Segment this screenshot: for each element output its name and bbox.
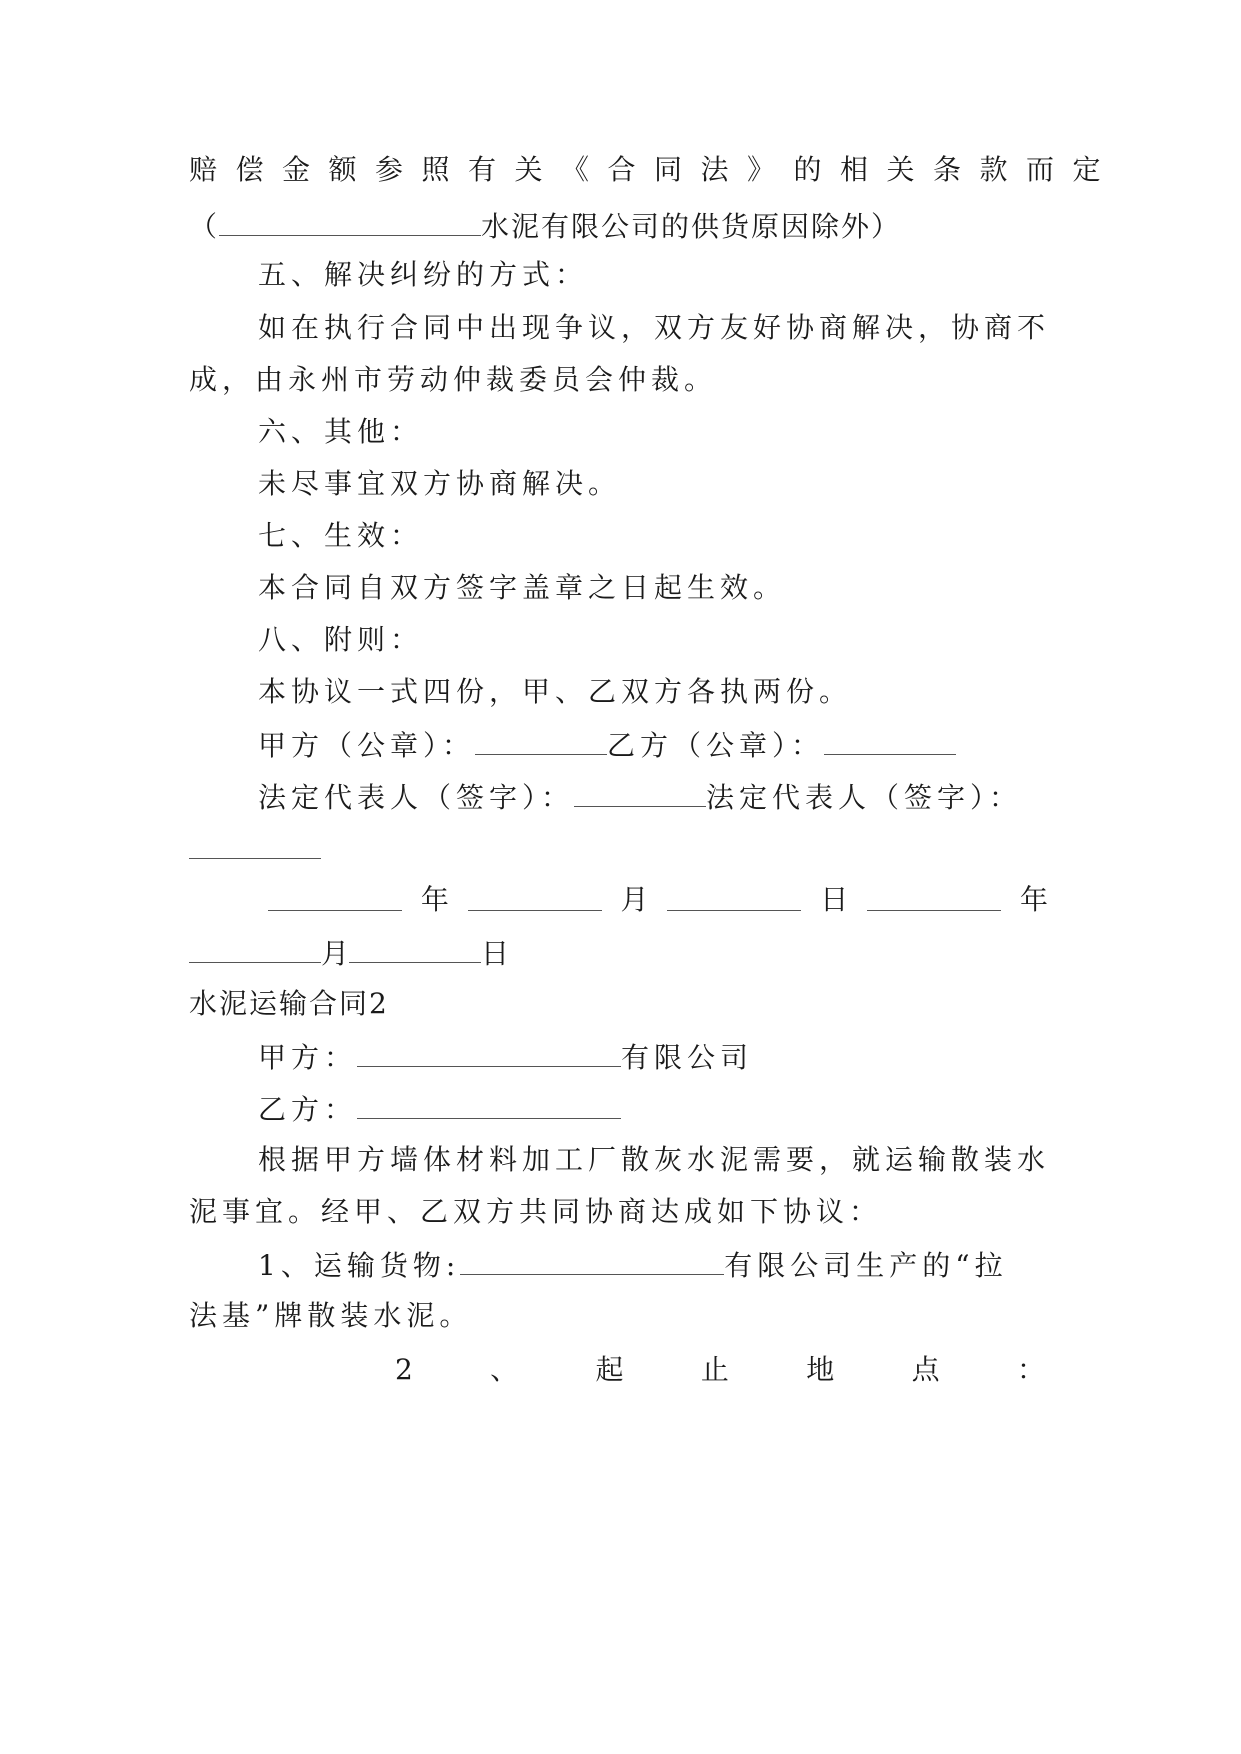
date-line	[189, 932, 1049, 974]
day-blank	[349, 932, 481, 963]
paragraph-line: 未尽事宜双方协商解决。	[258, 467, 622, 500]
date-line	[268, 880, 1048, 920]
year-label: 年	[1019, 883, 1048, 916]
party-a-rep-label: 法定代表人（签字）：	[258, 781, 575, 814]
char: 起	[595, 1353, 624, 1386]
party-a-blank	[357, 1036, 621, 1067]
party-a-seal-label: 甲方（公章）：	[258, 729, 476, 762]
month-label: 月	[620, 883, 649, 916]
paragraph-line: 根据甲方墙体材料加工厂散灰水泥需要，就运输散装水	[258, 1143, 1051, 1176]
party-b-seal-label: 乙方（公章）：	[607, 729, 825, 762]
day-label: 日	[481, 937, 510, 970]
party-a-seal-blank	[475, 724, 607, 755]
text: 有限公司生产的“拉	[724, 1249, 1008, 1282]
party-line	[258, 1088, 1048, 1130]
paragraph-line: 本协议一式四份，甲、乙双方各执两份。	[258, 675, 853, 708]
party-line	[258, 1036, 1048, 1078]
signature-line	[258, 724, 1048, 766]
section-heading: 七、生效：	[258, 519, 424, 552]
party-b-rep-blank	[189, 828, 321, 859]
paragraph-line: 泥事宜。经甲、乙双方共同协商达成如下协议：	[189, 1195, 883, 1228]
clause-heading	[395, 1350, 1045, 1390]
char: 止	[700, 1353, 729, 1386]
month-label: 月	[321, 937, 350, 970]
text: 有限公司	[621, 1041, 754, 1074]
paragraph-line	[258, 1244, 1048, 1286]
section-heading: 八、附则：	[258, 623, 424, 656]
party-a-rep-blank	[574, 776, 706, 807]
party-b-blank	[357, 1088, 621, 1119]
text: 1、运输货物:	[258, 1249, 461, 1282]
text: 水泥有限公司的供货原因除外）	[481, 210, 902, 243]
year-label: 年	[420, 883, 449, 916]
text: （	[189, 210, 220, 243]
month-blank	[189, 932, 321, 963]
paragraph-line: 本合同自双方签字盖章之日起生效。	[258, 571, 787, 604]
section-heading: 五、解决纠纷的方式：	[258, 258, 589, 291]
month-blank	[468, 880, 602, 911]
char: 、	[490, 1353, 519, 1386]
paragraph-line: 法基”牌散装水泥。	[189, 1299, 473, 1332]
char: 点	[911, 1353, 940, 1386]
paragraph-line: 成，由永州市劳动仲裁委员会仲裁。	[189, 363, 718, 396]
section-heading: 六、其他：	[258, 415, 424, 448]
text-line: 赔偿金额参照有关《合同法》的相关条款而定	[189, 153, 1120, 186]
party-b-seal-blank	[824, 724, 956, 755]
document-title: 水泥运输合同2	[189, 987, 389, 1020]
day-blank	[667, 880, 801, 911]
signature-line	[189, 828, 1049, 870]
party-a-label: 甲方：	[258, 1041, 358, 1074]
day-label: 日	[820, 883, 849, 916]
char: 2	[395, 1353, 413, 1386]
char: 地	[806, 1353, 835, 1386]
paragraph-line: 如在执行合同中出现争议，双方友好协商解决，协商不	[258, 311, 1051, 344]
party-b-label: 乙方：	[258, 1093, 358, 1126]
fill-blank	[219, 205, 481, 236]
goods-blank	[460, 1244, 724, 1275]
year-blank	[268, 880, 402, 911]
paragraph-line	[189, 150, 1120, 190]
char: ：	[1016, 1353, 1045, 1386]
party-b-rep-label: 法定代表人（签字）：	[706, 781, 1023, 814]
paragraph-line	[189, 205, 1049, 247]
year-blank	[867, 880, 1001, 911]
signature-line	[258, 776, 1048, 818]
